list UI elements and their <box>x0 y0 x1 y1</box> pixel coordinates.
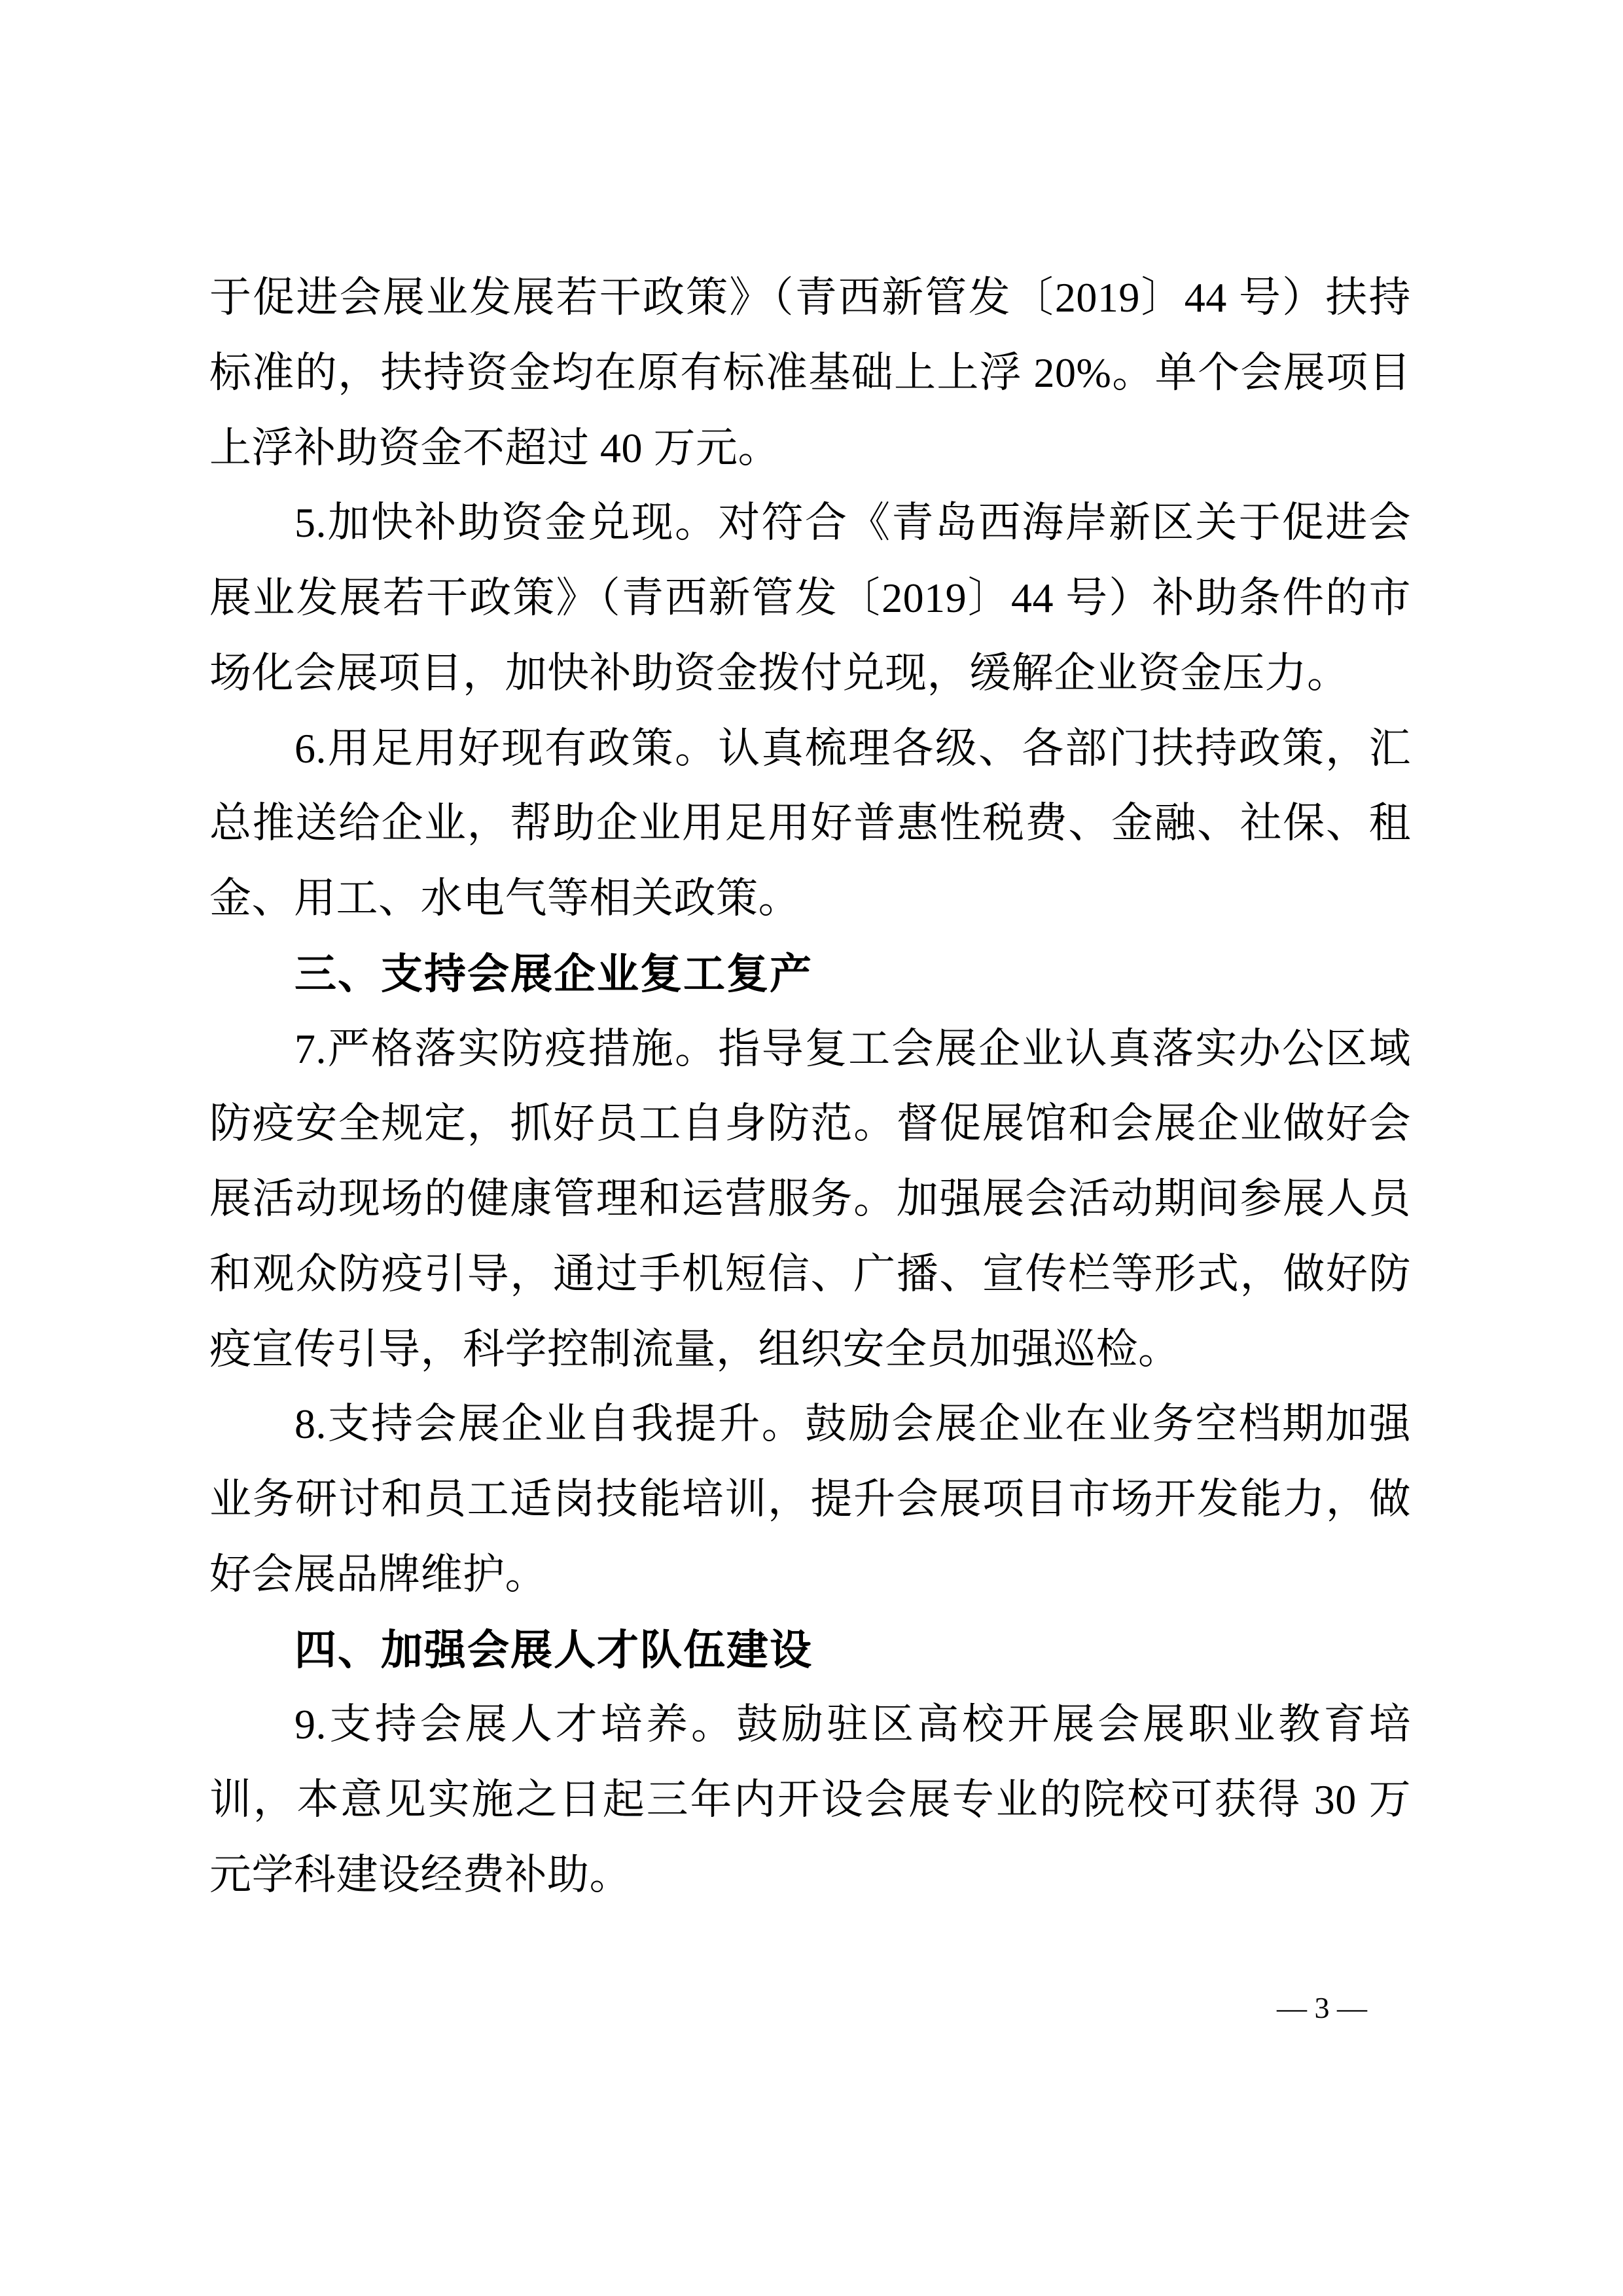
text-line: 7.严格落实防疫措施。指导复工会展企业认真落实办公区域 <box>294 1025 1411 1072</box>
text-line: 9.支持会展人才培养。鼓励驻区高校开展会展职业教育培 <box>294 1701 1411 1748</box>
text-line: 元学科建设经费补助。 <box>209 1851 632 1898</box>
text-line: 总推送给企业，帮助企业用足用好普惠性税费、金融、社保、租 <box>209 800 1411 847</box>
text-line: 6.用足用好现有政策。认真梳理各级、各部门扶持政策，汇 <box>294 725 1411 772</box>
document-text-block <box>209 260 1411 1913</box>
page-number: — 3 — <box>1277 1991 1367 2024</box>
text-line: 标准的，扶持资金均在原有标准基础上上浮 20%。单个会展项目 <box>209 349 1411 396</box>
text-line: 疫宣传引导，科学控制流量，组织安全员加强巡检。 <box>209 1325 1181 1372</box>
text-line: 防疫安全规定，抓好员工自身防范。督促展馆和会展企业做好会 <box>209 1100 1411 1147</box>
text-line: 好会展品牌维护。 <box>209 1551 547 1598</box>
text-line: 5.加快补助资金兑现。对符合《青岛西海岸新区关于促进会 <box>294 499 1411 547</box>
text-line: 展活动现场的健康管理和运营服务。加强展会活动期间参展人员 <box>209 1175 1411 1222</box>
section-heading: 四、加强会展人才队伍建设 <box>294 1626 813 1674</box>
text-line: 8.支持会展企业自我提升。鼓励会展企业在业务空档期加强 <box>294 1401 1411 1448</box>
text-line: 展业发展若干政策》（青西新管发〔2019〕44 号）补助条件的市 <box>209 575 1411 621</box>
text-line: 金、用工、水电气等相关政策。 <box>209 875 800 922</box>
text-line: 训，本意见实施之日起三年内开设会展专业的院校可获得 30 万 <box>209 1776 1411 1823</box>
text-line: 业务研讨和员工适岗技能培训，提升会展项目市场开发能力，做 <box>209 1476 1411 1522</box>
text-line: 于促进会展业发展若干政策》（青西新管发〔2019〕44 号）扶持 <box>209 274 1411 321</box>
section-heading: 三、支持会展企业复工复产 <box>294 950 813 997</box>
text-line: 和观众防疫引导，通过手机短信、广播、宣传栏等形式，做好防 <box>209 1250 1411 1297</box>
text-line: 场化会展项目，加快补助资金拨付兑现，缓解企业资金压力。 <box>209 649 1349 696</box>
text-line: 上浮补助资金不超过 40 万元。 <box>209 424 780 471</box>
